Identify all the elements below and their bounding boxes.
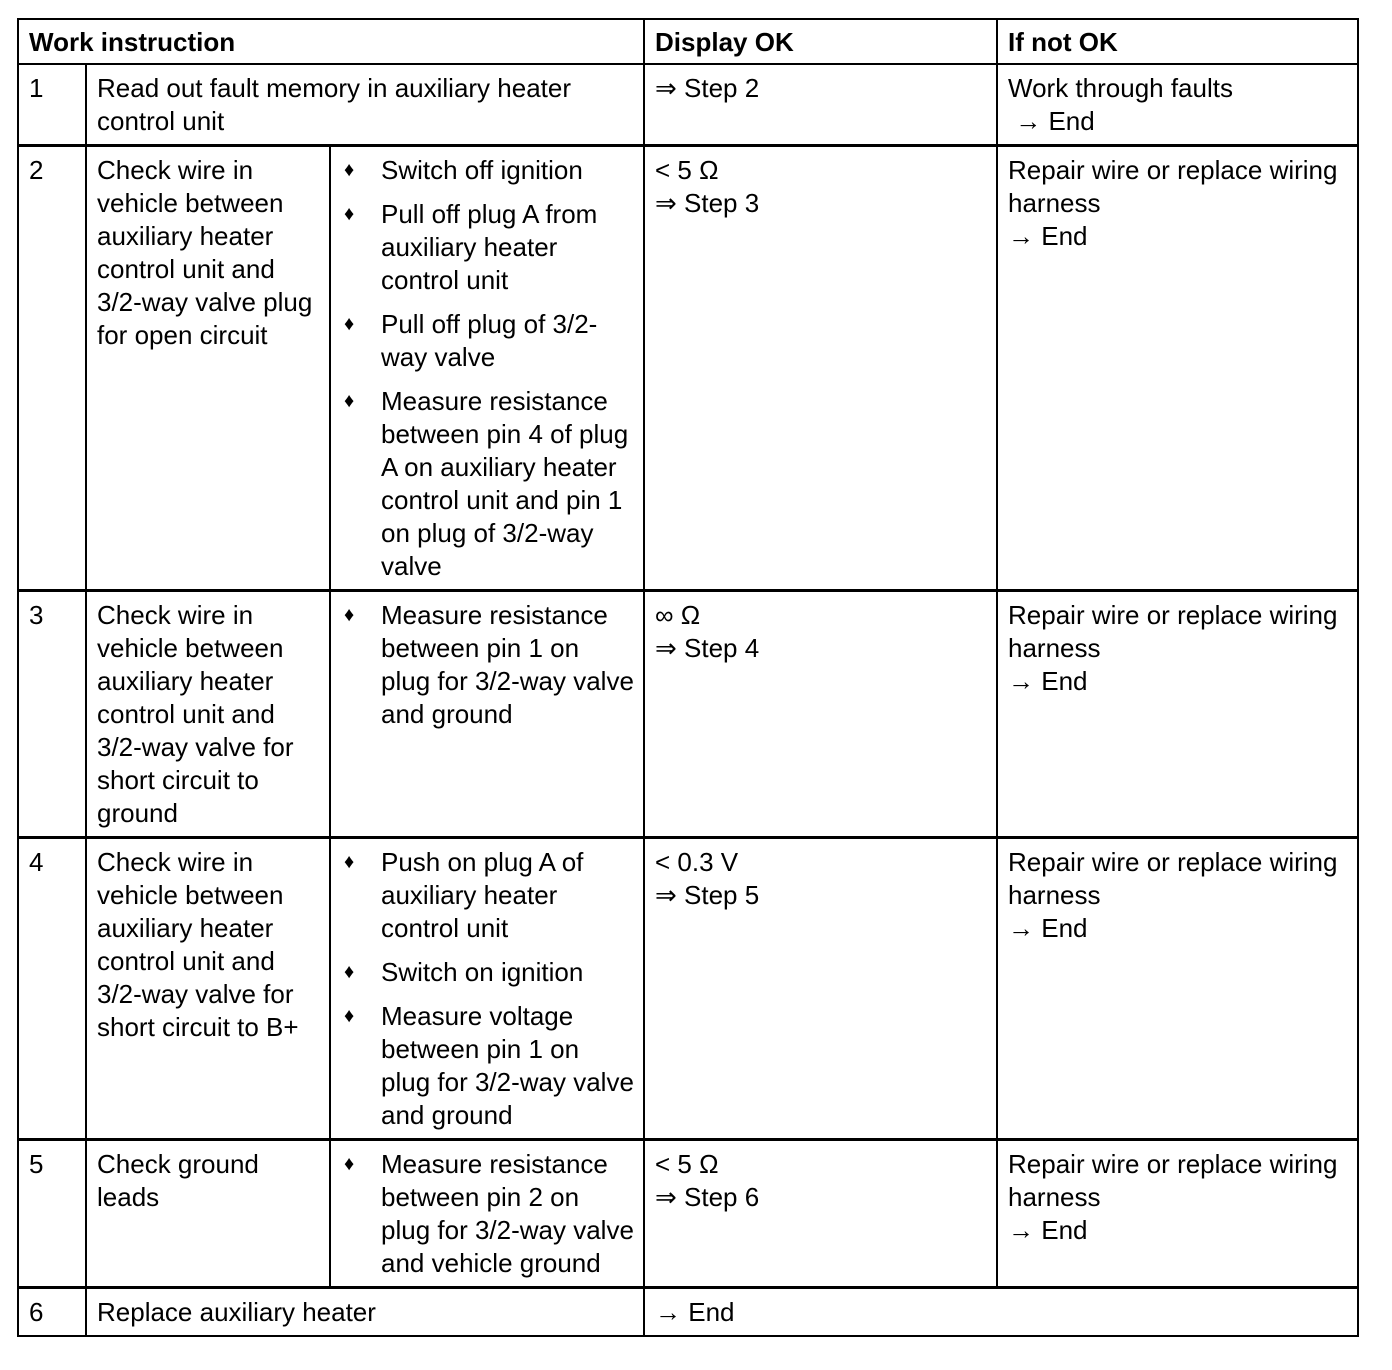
if-not-ok-cell <box>997 591 1358 838</box>
procedure-item: ♦ Pull off plug of 3/2-way valve <box>344 309 598 372</box>
procedure-cell <box>330 591 644 838</box>
remedy-end: → End <box>1008 666 1088 696</box>
procedure-list <box>341 599 635 731</box>
procedure-item: ♦ Measure voltage between pin 1 on plug for 3/2-way valve and ground <box>344 1001 634 1130</box>
work-instruction-table <box>17 18 1359 1337</box>
next-step: ⇒ Step 3 <box>655 188 760 218</box>
procedure-list <box>341 1148 635 1280</box>
step-number: 2 <box>18 146 86 591</box>
remedy-text: Repair wire or replace wiring harness <box>1008 1149 1338 1212</box>
procedure-item: ♦ Measure resistance between pin 2 on plug for 3/2-way valve and vehicle ground <box>344 1149 634 1278</box>
diamond-bullet-icon: ♦ <box>344 851 355 873</box>
remedy-text: Repair wire or replace wiring harness <box>1008 847 1338 910</box>
work-instruction: Replace auxiliary heater <box>86 1288 644 1337</box>
procedure-item: ♦ Measure resistance between pin 4 of plug A on auxiliary heater control unit and pin 1 on plug of 3/2-way valve <box>344 386 629 581</box>
if-not-ok-cell <box>997 838 1358 1140</box>
remedy-end: → End <box>1008 1215 1088 1245</box>
work-instruction <box>86 64 644 146</box>
work-instruction: Check wire in vehicle between auxiliary heater control unit and 3/2-way valve for short circuit to ground <box>86 591 330 838</box>
next-step: ⇒ Step 5 <box>655 880 760 910</box>
procedure-list <box>341 846 635 1132</box>
remedy-text: Work through faults <box>1008 73 1233 103</box>
next-step: ⇒ Step 4 <box>655 633 760 663</box>
table-row <box>18 1140 1358 1288</box>
procedure-item: ♦ Switch off ignition <box>344 155 583 185</box>
step-number: 5 <box>18 1140 86 1288</box>
procedure-list <box>341 154 635 583</box>
diamond-bullet-icon: ♦ <box>344 313 355 335</box>
procedure-item: ♦ Push on plug A of auxiliary heater control unit <box>344 847 584 943</box>
table-row <box>18 64 1358 146</box>
expected-value: < 5 Ω <box>655 155 719 185</box>
display-ok-cell <box>644 591 997 838</box>
remedy-end: → End <box>1008 913 1088 943</box>
expected-value: ∞ Ω <box>655 600 701 630</box>
display-ok-cell <box>644 146 997 591</box>
procedure-item: ♦ Switch on ignition <box>344 957 584 987</box>
header-if-not-ok: If not OK <box>997 19 1358 64</box>
table-row <box>18 146 1358 591</box>
table-row <box>18 1288 1358 1337</box>
remedy-end: → End <box>1008 106 1095 136</box>
work-instruction: Check ground leads <box>86 1140 330 1288</box>
work-instruction: Check wire in vehicle between auxiliary heater control unit and 3/2-way valve plug for open circuit <box>86 146 330 591</box>
diamond-bullet-icon: ♦ <box>344 203 355 225</box>
remedy-text: Repair wire or replace wiring harness <box>1008 155 1338 218</box>
step-number: 1 <box>18 64 86 146</box>
step-number: 4 <box>18 838 86 1140</box>
step-number: 6 <box>18 1288 86 1337</box>
procedure-item: ♦ Measure resistance between pin 1 on plug for 3/2-way valve and ground <box>344 600 634 729</box>
diamond-bullet-icon: ♦ <box>344 390 355 412</box>
table-row <box>18 591 1358 838</box>
step-number: 3 <box>18 591 86 838</box>
diamond-bullet-icon: ♦ <box>344 1153 355 1175</box>
display-ok-cell <box>644 838 997 1140</box>
if-not-ok-cell <box>997 146 1358 591</box>
next-step: → End <box>655 1297 735 1327</box>
if-not-ok-cell <box>997 64 1358 146</box>
work-instruction: Check wire in vehicle between auxiliary heater control unit and 3/2-way valve for short circuit to B+ <box>86 838 330 1140</box>
instruction-text: Read out fault memory in auxiliary heater control unit <box>97 73 572 136</box>
table-header-row <box>18 19 1358 64</box>
remedy-text: Repair wire or replace wiring harness <box>1008 600 1338 663</box>
diamond-bullet-icon: ♦ <box>344 159 355 181</box>
display-ok-cell <box>644 1140 997 1288</box>
procedure-cell <box>330 146 644 591</box>
diamond-bullet-icon: ♦ <box>344 604 355 626</box>
if-not-ok-cell <box>997 1140 1358 1288</box>
expected-value: < 0.3 V <box>655 847 739 877</box>
table-row <box>18 838 1358 1140</box>
next-step: ⇒ Step 2 <box>655 73 760 103</box>
diamond-bullet-icon: ♦ <box>344 1005 355 1027</box>
procedure-cell <box>330 1140 644 1288</box>
header-display-ok: Display OK <box>644 19 997 64</box>
procedure-item: ♦ Pull off plug A from auxiliary heater control unit <box>344 199 598 295</box>
expected-value: < 5 Ω <box>655 1149 719 1179</box>
procedure-cell <box>330 838 644 1140</box>
remedy-end: → End <box>1008 221 1088 251</box>
diamond-bullet-icon: ♦ <box>344 961 355 983</box>
display-ok-cell <box>644 64 997 146</box>
next-step: ⇒ Step 6 <box>655 1182 760 1212</box>
header-work-instruction: Work instruction <box>18 19 644 64</box>
display-ok-cell <box>644 1288 1358 1337</box>
